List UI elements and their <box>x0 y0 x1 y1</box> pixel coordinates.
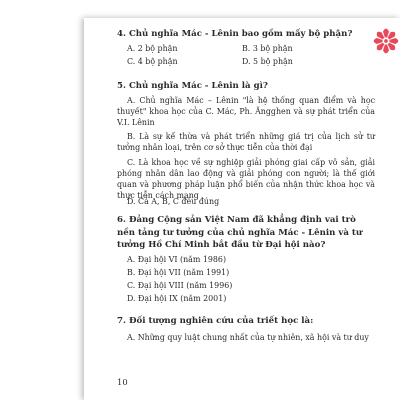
book-page <box>84 18 400 400</box>
question-4-title: 4. Chủ nghĩa Mác - Lênin bao gồm mấy bộ phận? <box>117 29 353 39</box>
question-7-title: 7. Đối tượng nghiên cứu của triết học là: <box>117 316 314 326</box>
q5-option-b: B. Là sự kế thừa và phát triển những giá trị của lịch sử tư tưởng nhân loại, trên cơ sở thực tiễn của thời đại <box>117 132 375 152</box>
page-number: 10 <box>117 377 128 387</box>
q5-option-c: C. Là khoa học về sự nghiệp giải phóng giai cấp vô sản, giải phóng nhân dân lao động và giải phóng con người; là thế giới quan và phương pháp luận phổ biến của nhận thức khoa học và thực tiễn cách mạng <box>117 158 375 200</box>
q6-option-d: D. Đại hội IX (năm 2001) <box>127 294 227 303</box>
q6-option-a: A. Đại hội VI (năm 1986) <box>127 255 227 264</box>
q5-option-d: D. Cả A, B, C đều đúng <box>127 197 220 206</box>
question-5-title: 5. Chủ nghĩa Mác - Lênin là gì? <box>117 81 268 91</box>
q5-option-a: A. Chủ nghĩa Mác – Lênin "là hệ thống quan điểm và học thuyết" khoa học của C. Mác, Ph. Ăngghen và sự phát triển của V.I. Lênin <box>117 96 375 127</box>
q4-option-c: C. 4 bộ phận <box>127 57 178 66</box>
q4-option-d: D. 5 bộ phận <box>242 57 293 66</box>
question-6-title: 6. Đảng Cộng sản Việt Nam đã khẳng định vai trò nền tảng tư tưởng của chủ nghĩa Mác - Lênin và tư tưởng Hồ Chí Minh bắt đầu từ Đại hội nào? <box>117 215 363 250</box>
q7-option-a: A. Những quy luật chung nhất của tự nhiên, xã hội và tư duy <box>127 333 369 342</box>
q4-option-a: A. 2 bộ phận <box>127 44 178 53</box>
q4-option-b: B. 3 bộ phận <box>242 44 293 53</box>
q6-option-b: B. Đại hội VII (năm 1991) <box>127 268 230 277</box>
q6-option-c: C. Đại hội VIII (năm 1996) <box>127 281 233 290</box>
